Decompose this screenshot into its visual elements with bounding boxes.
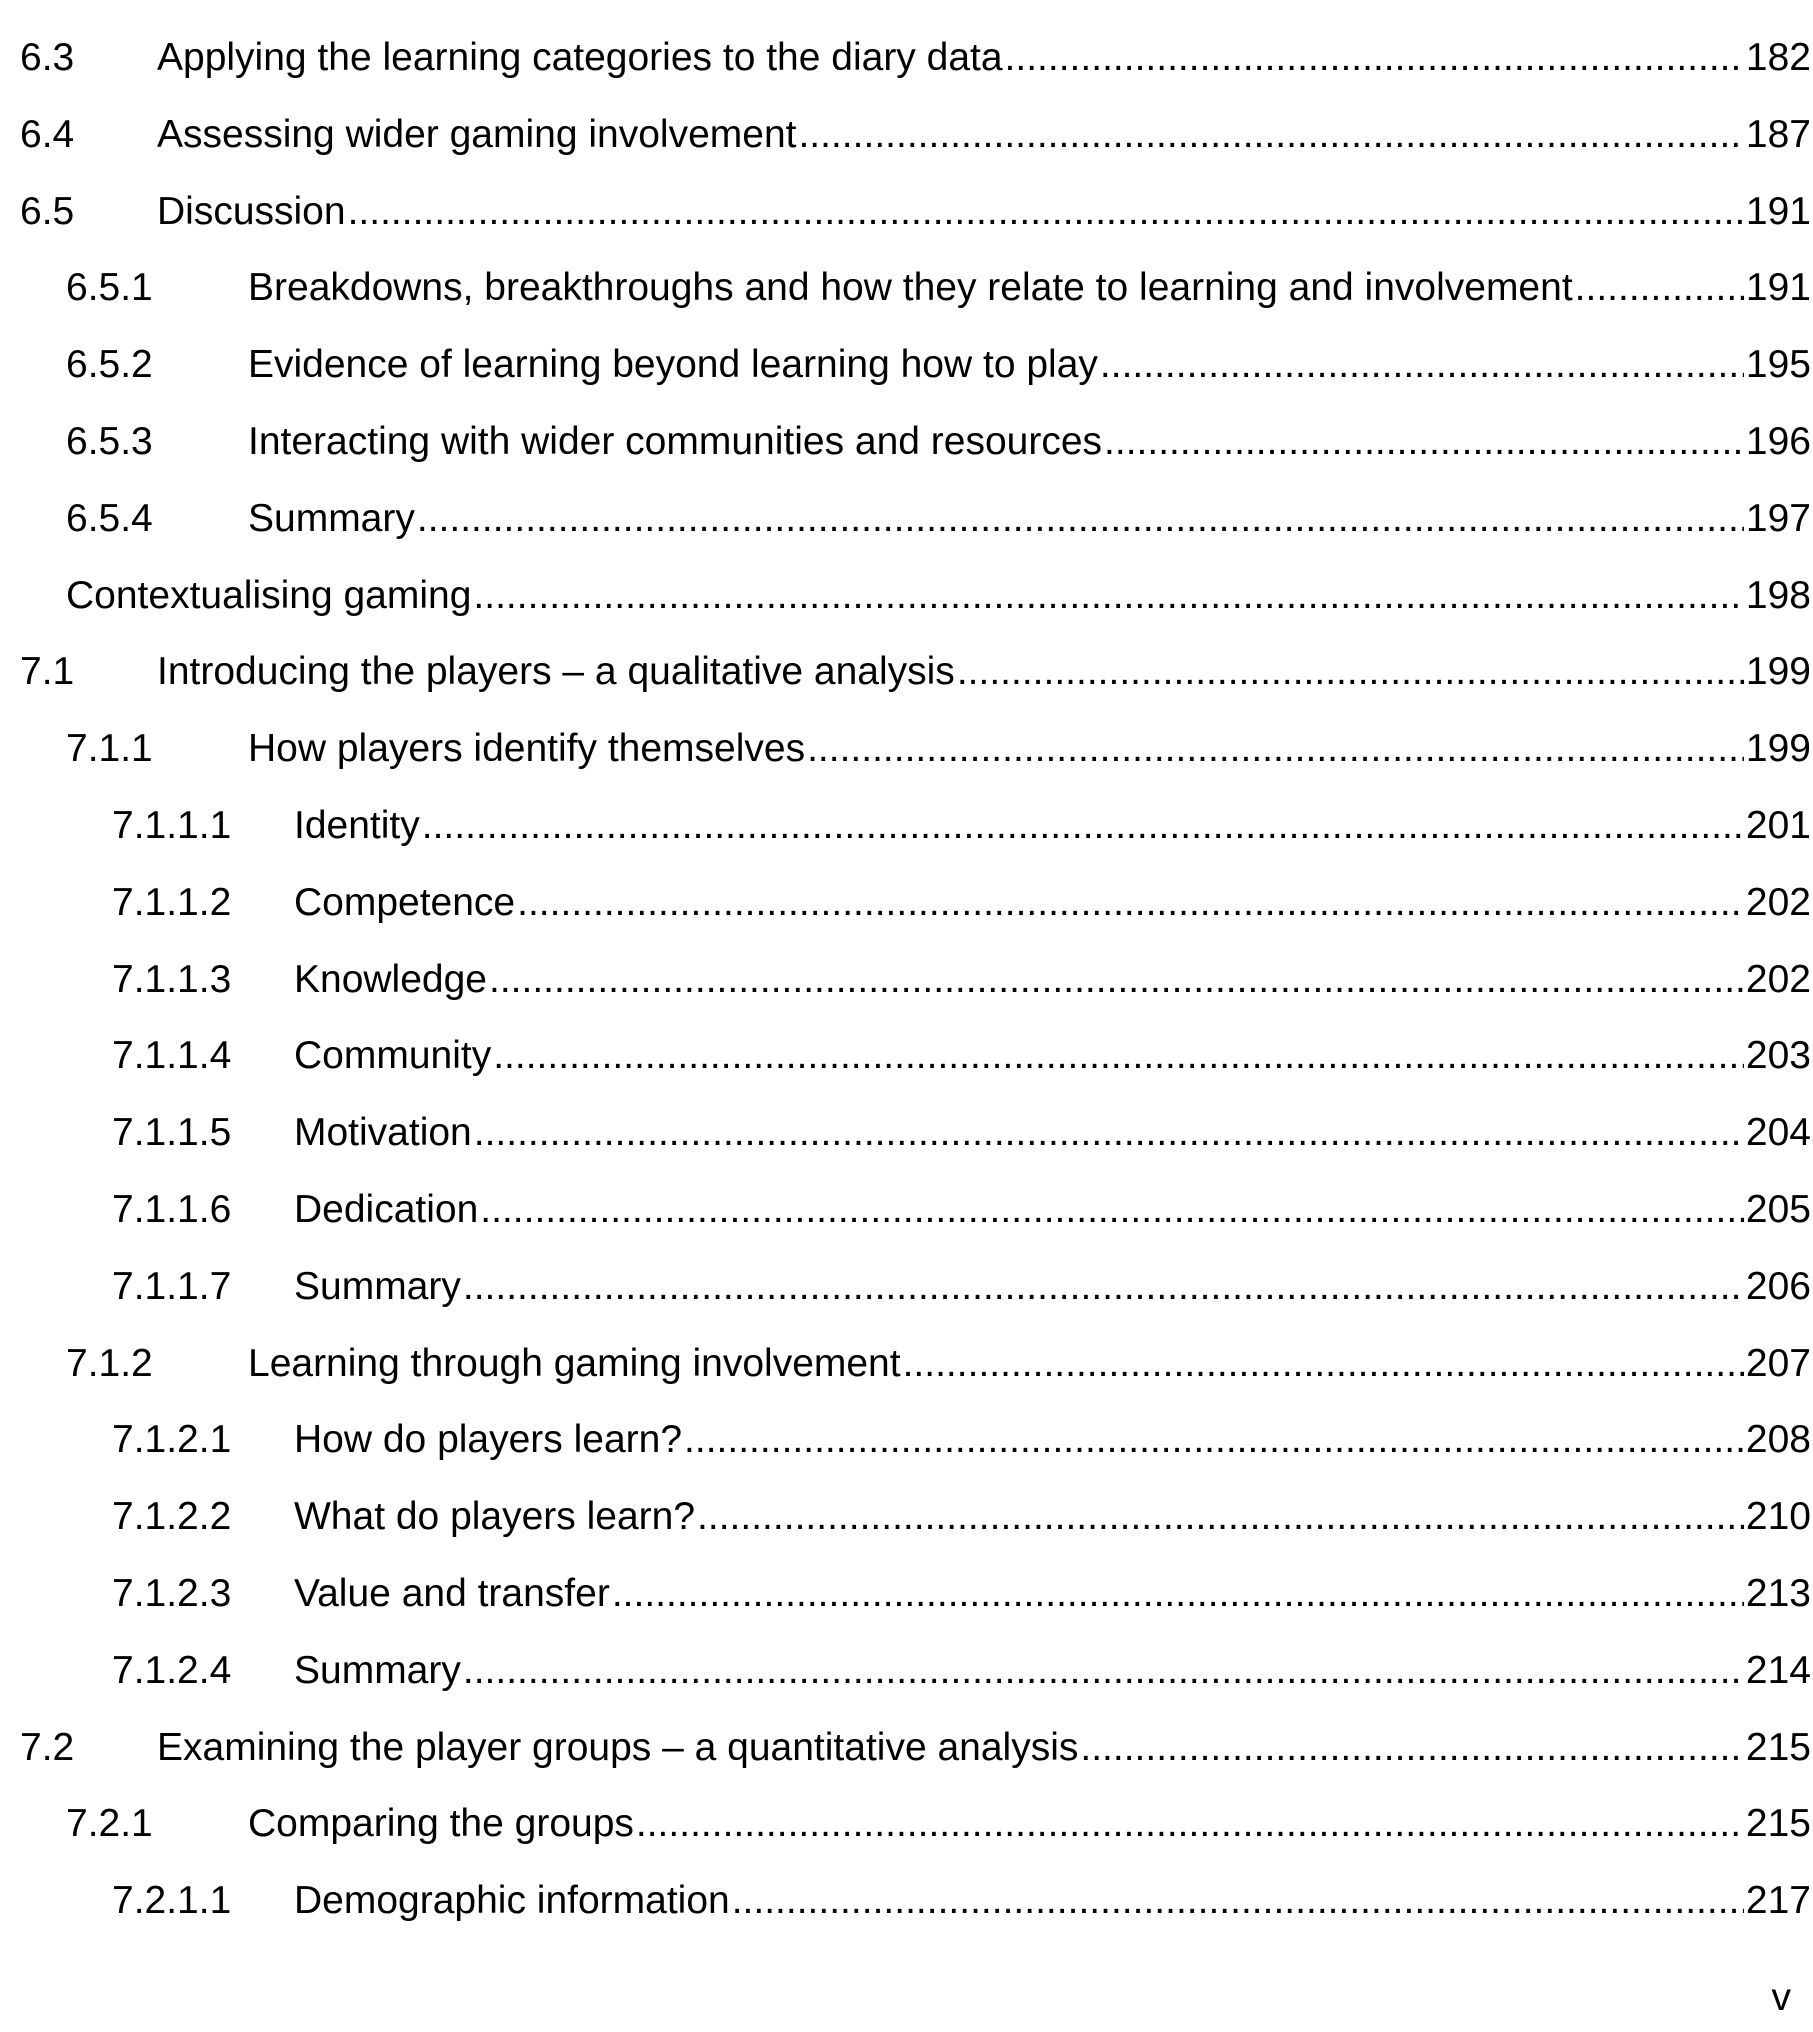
toc-entry-title: Applying the learning categories to the diary data bbox=[157, 36, 1003, 79]
toc-entry[interactable] bbox=[0, 1710, 1813, 1786]
toc-entry-number: 6.4 bbox=[20, 112, 75, 156]
toc-entry[interactable] bbox=[0, 481, 1813, 557]
toc-entry[interactable] bbox=[0, 1479, 1813, 1555]
toc-entry-page: 198 bbox=[1745, 573, 1811, 617]
toc-entry-title: Identity bbox=[294, 804, 420, 847]
toc-entry-number: 7.1.1 bbox=[66, 727, 153, 771]
dot-leader bbox=[798, 97, 1743, 173]
toc-entry[interactable] bbox=[0, 1786, 1813, 1862]
toc-entry-number: 7.1.1.2 bbox=[112, 880, 232, 924]
toc-entry-number: 6.5.2 bbox=[66, 343, 153, 387]
toc-entry-title: Evidence of learning beyond learning how to play bbox=[248, 343, 1098, 387]
toc-entry[interactable] bbox=[0, 1249, 1813, 1325]
toc-entry-line bbox=[248, 481, 1813, 557]
table-of-contents bbox=[0, 20, 1813, 1950]
toc-entry-title: How players identify themselves bbox=[248, 727, 806, 771]
toc-entry-title: Value and transfer bbox=[294, 1572, 610, 1615]
toc-entry-number: 7.1.1.4 bbox=[112, 1034, 232, 1078]
toc-entry[interactable] bbox=[0, 942, 1813, 1018]
toc-entry[interactable] bbox=[0, 1633, 1813, 1709]
toc-entry-line bbox=[248, 711, 1813, 787]
toc-entry-title: Community bbox=[294, 1034, 492, 1078]
toc-entry-number: 7.1.1.1 bbox=[112, 804, 232, 847]
toc-entry-line bbox=[294, 1249, 1813, 1325]
toc-entry-line bbox=[248, 1786, 1813, 1862]
dot-leader bbox=[517, 865, 1744, 941]
toc-entry[interactable] bbox=[0, 97, 1813, 173]
toc-entry-page: 215 bbox=[1745, 1802, 1811, 1846]
toc-entry-line bbox=[294, 1556, 1813, 1632]
toc-entry-line bbox=[294, 788, 1813, 864]
toc-entry-number: 6.5.1 bbox=[66, 266, 153, 310]
page-number: v bbox=[1771, 1976, 1791, 2019]
toc-entry-page: 210 bbox=[1745, 1495, 1811, 1539]
toc-entry-title: Discussion bbox=[157, 189, 346, 233]
toc-entry-title: Assessing wider gaming involvement bbox=[157, 112, 797, 156]
toc-entry[interactable] bbox=[0, 327, 1813, 403]
toc-entry-page: 199 bbox=[1745, 727, 1811, 771]
toc-entry-page: 213 bbox=[1745, 1572, 1811, 1615]
dot-leader bbox=[1100, 327, 1744, 403]
toc-entry-number: 7.1.1.3 bbox=[112, 957, 232, 1001]
toc-entry-line bbox=[157, 634, 1813, 710]
toc-entry-page: 201 bbox=[1745, 804, 1811, 847]
toc-entry-title: Motivation bbox=[294, 1111, 472, 1155]
toc-entry-title: Comparing the groups bbox=[248, 1802, 634, 1846]
toc-entry[interactable] bbox=[0, 1172, 1813, 1248]
toc-entry-line bbox=[157, 20, 1813, 96]
dot-leader bbox=[697, 1479, 1744, 1555]
toc-entry[interactable] bbox=[0, 1326, 1813, 1402]
dot-leader bbox=[417, 481, 1744, 557]
toc-entry-page: 196 bbox=[1745, 420, 1811, 463]
toc-entry-line bbox=[294, 1402, 1813, 1478]
toc-entry[interactable] bbox=[0, 1556, 1813, 1632]
toc-entry-number: 7.2.1.1 bbox=[112, 1879, 232, 1923]
dot-leader bbox=[903, 1326, 1744, 1402]
toc-entry-page: 197 bbox=[1745, 496, 1811, 540]
toc-entry-number: 6.5 bbox=[20, 189, 75, 233]
toc-entry-title: Summary bbox=[294, 1264, 461, 1308]
toc-entry[interactable] bbox=[0, 634, 1813, 710]
toc-entry-number: 7.1.2.2 bbox=[112, 1495, 232, 1539]
toc-entry[interactable] bbox=[0, 711, 1813, 787]
toc-entry-number: 7.1.1.7 bbox=[112, 1264, 232, 1308]
toc-entry-line bbox=[157, 97, 1813, 173]
toc-entry-title: Summary bbox=[248, 496, 415, 540]
toc-entry-line bbox=[294, 1095, 1813, 1171]
dot-leader bbox=[348, 174, 1744, 250]
dot-leader bbox=[1104, 404, 1744, 480]
toc-entry-line bbox=[294, 1633, 1813, 1709]
toc-entry-title: Summary bbox=[294, 1648, 461, 1692]
toc-entry-page: 215 bbox=[1745, 1725, 1811, 1769]
toc-entry-number: 7.1.2 bbox=[66, 1341, 153, 1385]
toc-entry-page: 182 bbox=[1745, 36, 1811, 79]
dot-leader bbox=[684, 1402, 1744, 1478]
toc-entry-line bbox=[66, 558, 1813, 634]
toc-entry-title: Competence bbox=[294, 880, 516, 924]
toc-entry-page: 204 bbox=[1745, 1111, 1811, 1155]
toc-entry-page: 199 bbox=[1745, 650, 1811, 694]
toc-entry-page: 187 bbox=[1745, 112, 1811, 156]
toc-entry-page: 202 bbox=[1745, 880, 1811, 924]
toc-entry-line bbox=[248, 327, 1813, 403]
toc-entry-title: Learning through gaming involvement bbox=[248, 1341, 901, 1385]
toc-entry-line bbox=[294, 942, 1813, 1018]
toc-entry-line bbox=[294, 1863, 1813, 1939]
toc-entry-title: How do players learn? bbox=[294, 1418, 683, 1462]
toc-entry-number: 6.5.4 bbox=[66, 496, 153, 540]
toc-entry-number: 7.1.1.6 bbox=[112, 1188, 232, 1231]
toc-entry-title: What do players learn? bbox=[294, 1495, 696, 1539]
toc-entry-line bbox=[248, 250, 1813, 326]
toc-entry-page: 206 bbox=[1745, 1264, 1811, 1308]
toc-entry-page: 205 bbox=[1745, 1188, 1811, 1231]
toc-entry-title: Interacting with wider communities and resources bbox=[248, 420, 1103, 463]
dot-leader bbox=[473, 558, 1744, 634]
toc-entry-line bbox=[248, 404, 1813, 480]
toc-entry-line bbox=[248, 1326, 1813, 1402]
toc-entry-page: 217 bbox=[1745, 1879, 1811, 1923]
toc-entry-line bbox=[294, 1018, 1813, 1094]
toc-entry-title: Demographic information bbox=[294, 1879, 730, 1923]
dot-leader bbox=[1080, 1710, 1744, 1786]
dot-leader bbox=[422, 788, 1744, 864]
dot-leader bbox=[489, 942, 1744, 1018]
toc-entry-title: Introducing the players – a qualitative analysis bbox=[157, 650, 955, 694]
toc-entry-line bbox=[157, 174, 1813, 250]
toc-entry-number: 7.1.2.4 bbox=[112, 1648, 232, 1692]
toc-entry-line bbox=[157, 1710, 1813, 1786]
dot-leader bbox=[1575, 250, 1744, 326]
toc-entry-page: 203 bbox=[1745, 1034, 1811, 1078]
toc-entry-title: Breakdowns, breakthroughs and how they relate to learning and involvement bbox=[248, 266, 1573, 310]
toc-entry[interactable] bbox=[0, 250, 1813, 326]
dot-leader bbox=[463, 1249, 1744, 1325]
toc-entry-page: 214 bbox=[1745, 1648, 1811, 1692]
toc-entry[interactable] bbox=[0, 788, 1813, 864]
dot-leader bbox=[612, 1556, 1744, 1632]
toc-entry-title: Examining the player groups – a quantitative analysis bbox=[157, 1725, 1079, 1769]
toc-entry-page: 195 bbox=[1745, 343, 1811, 387]
toc-entry-title: Dedication bbox=[294, 1188, 479, 1231]
toc-entry-number: 7.1.2.1 bbox=[112, 1418, 232, 1462]
toc-entry-number: 7.2.1 bbox=[66, 1802, 153, 1846]
dot-leader bbox=[463, 1633, 1744, 1709]
toc-entry-page: 208 bbox=[1745, 1418, 1811, 1462]
toc-entry-number: 7.1 bbox=[20, 650, 75, 694]
dot-leader bbox=[732, 1863, 1744, 1939]
toc-entry[interactable] bbox=[0, 174, 1813, 250]
toc-entry[interactable] bbox=[0, 1402, 1813, 1478]
toc-entry-line bbox=[294, 1479, 1813, 1555]
toc-entry-number: 7.2 bbox=[20, 1725, 75, 1769]
toc-entry-page: 191 bbox=[1745, 266, 1811, 310]
toc-entry-number: 7.1.2.3 bbox=[112, 1572, 232, 1615]
dot-leader bbox=[1005, 20, 1744, 96]
toc-entry-page: 207 bbox=[1745, 1341, 1811, 1385]
toc-entry[interactable] bbox=[0, 404, 1813, 480]
dot-leader bbox=[807, 711, 1744, 787]
toc-entry-number: 6.5.3 bbox=[66, 420, 153, 463]
toc-entry[interactable] bbox=[0, 20, 1813, 96]
toc-entry[interactable] bbox=[0, 865, 1813, 941]
toc-entry-title: Contextualising gaming bbox=[66, 573, 472, 617]
toc-entry[interactable] bbox=[0, 1095, 1813, 1171]
toc-entry[interactable] bbox=[0, 1018, 1813, 1094]
toc-entry-title: Knowledge bbox=[294, 957, 487, 1001]
dot-leader bbox=[474, 1095, 1744, 1171]
dot-leader bbox=[957, 634, 1744, 710]
toc-entry-line bbox=[294, 1172, 1813, 1248]
toc-entry-page: 191 bbox=[1745, 189, 1811, 233]
dot-leader bbox=[636, 1786, 1744, 1862]
toc-entry-page: 202 bbox=[1745, 957, 1811, 1001]
toc-entry-number: 6.3 bbox=[20, 36, 75, 79]
toc-entry[interactable] bbox=[0, 1863, 1813, 1939]
dot-leader bbox=[493, 1018, 1744, 1094]
toc-entry[interactable] bbox=[0, 558, 1813, 634]
toc-entry-number: 7.1.1.5 bbox=[112, 1111, 232, 1155]
dot-leader bbox=[480, 1172, 1744, 1248]
toc-entry-line bbox=[294, 865, 1813, 941]
